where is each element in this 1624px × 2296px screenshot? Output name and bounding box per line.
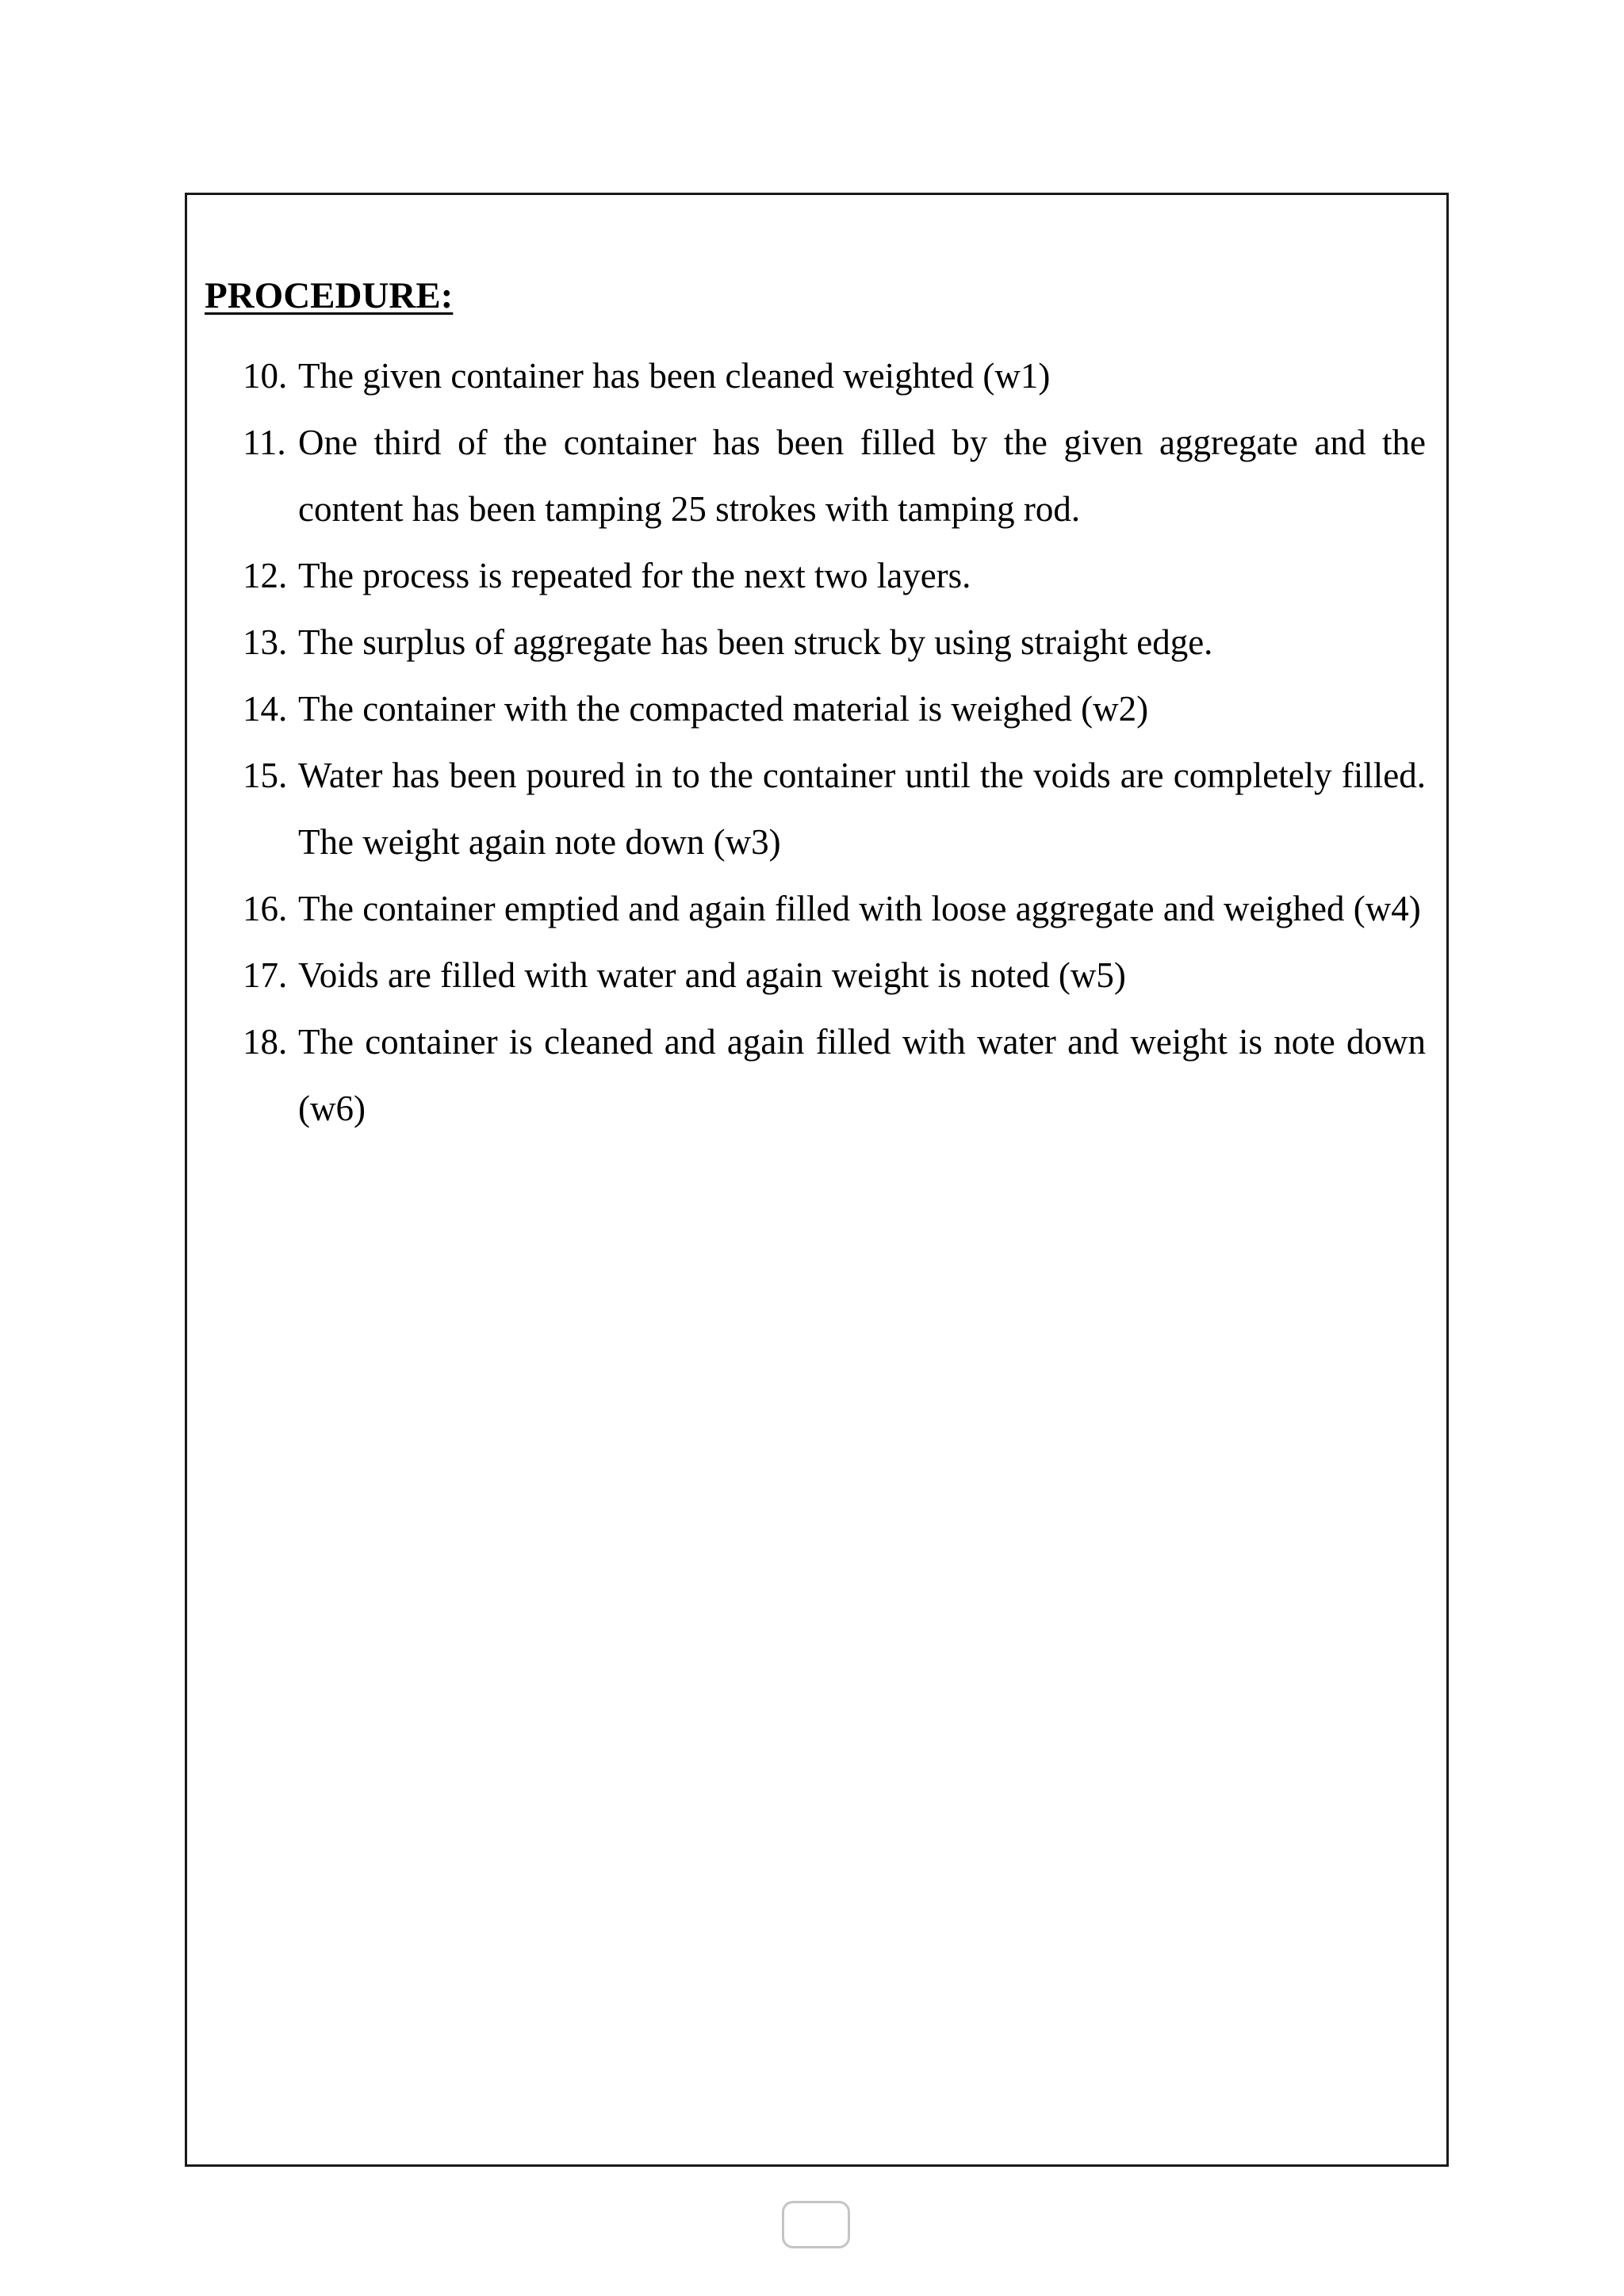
step-text: The container is cleaned and again filled with water and weight is note down (w6)	[298, 1022, 1426, 1128]
step-text: The container emptied and again filled with loose aggregate and weighed (w4)	[298, 889, 1421, 928]
procedure-step	[243, 675, 1435, 742]
step-number: 18.	[243, 1022, 288, 1062]
procedure-step	[243, 742, 1435, 875]
step-text: Voids are filled with water and again weight is noted (w5)	[298, 955, 1126, 995]
step-text: One third of the container has been filled by the given aggregate and the content has been tamping 25 strokes with tamping rod.	[298, 423, 1426, 529]
procedure-step	[243, 1008, 1435, 1142]
step-number: 10.	[243, 356, 288, 396]
step-number: 12.	[243, 556, 288, 595]
step-number: 14.	[243, 689, 288, 729]
procedure-step	[243, 875, 1435, 942]
step-number: 15.	[243, 756, 288, 795]
step-text: The given container has been cleaned weighted (w1)	[298, 356, 1051, 396]
procedure-step	[243, 342, 1435, 409]
page-number-box	[782, 2201, 850, 2248]
procedure-step	[243, 942, 1435, 1008]
step-number: 13.	[243, 622, 288, 662]
step-number: 11.	[243, 423, 286, 462]
procedure-steps-list	[243, 342, 1435, 1142]
step-text: The process is repeated for the next two layers.	[298, 556, 971, 595]
step-text: Water has been poured in to the container until the voids are completely filled. The weight again note down (w3)	[298, 756, 1426, 862]
procedure-step	[243, 409, 1435, 542]
step-text: The container with the compacted material is weighed (w2)	[298, 689, 1149, 729]
step-text: The surplus of aggregate has been struck by using straight edge.	[298, 622, 1213, 662]
procedure-step	[243, 542, 1435, 609]
procedure-heading: PROCEDURE:	[205, 275, 454, 316]
step-number: 17.	[243, 955, 288, 995]
step-number: 16.	[243, 889, 288, 928]
procedure-step	[243, 609, 1435, 675]
